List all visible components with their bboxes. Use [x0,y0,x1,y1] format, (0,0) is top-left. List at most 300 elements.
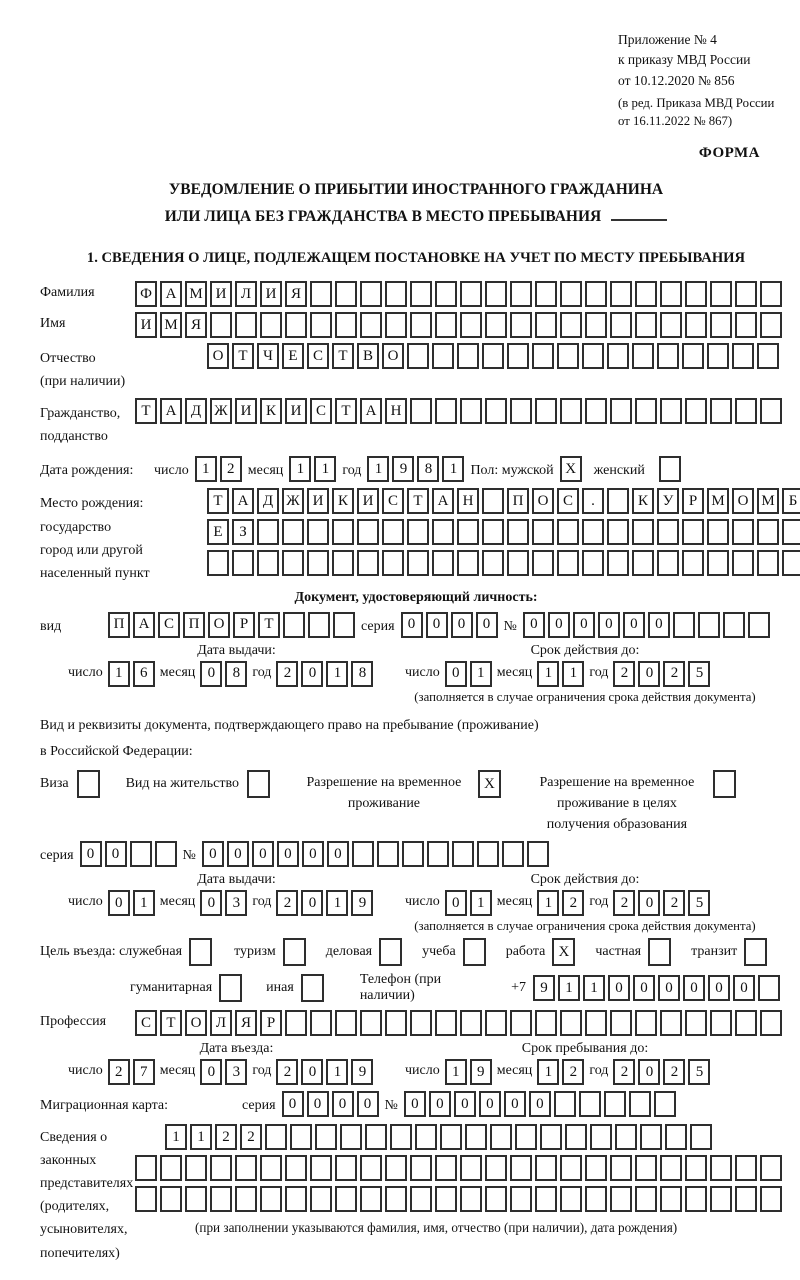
birth-year-cell[interactable]: 9 [392,456,414,482]
birth-place-cell[interactable] [582,550,604,576]
citizenship-cell[interactable] [735,398,757,424]
purpose-private-cell[interactable] [648,938,671,966]
phone-digit-cell[interactable]: 0 [683,975,705,1001]
citizenship-cell[interactable]: А [360,398,382,424]
purpose-study-checkbox[interactable] [463,938,486,966]
purpose-humanitarian-checkbox[interactable] [219,974,242,1002]
birth-place-cell[interactable] [707,519,729,545]
birth-place-cell[interactable] [432,519,454,545]
guardians-cell[interactable] [160,1186,182,1212]
guardians-cell[interactable] [335,1155,357,1181]
doc-valid-month-cell[interactable]: 1 [537,661,559,687]
patronymic-cell[interactable] [557,343,579,369]
surname-cell[interactable] [610,281,632,307]
birth-place-cell[interactable] [282,519,304,545]
birth-day-cell[interactable]: 2 [220,456,242,482]
birth-place-cell[interactable] [432,550,454,576]
doc-number-cell[interactable]: 0 [623,612,645,638]
patronymic-cell[interactable]: Т [332,343,354,369]
citizenship-cell[interactable] [635,398,657,424]
phone-digit-cell[interactable]: 9 [533,975,555,1001]
phone-digit-cell[interactable]: 0 [708,975,730,1001]
birth-place-cell[interactable] [257,550,279,576]
doc-valid-day-cell[interactable]: 1 [470,661,492,687]
guardians-cell[interactable] [635,1155,657,1181]
surname-cell[interactable] [660,281,682,307]
permit-valid-year-cell[interactable]: 5 [688,890,710,916]
birth-place-cell[interactable]: Д [257,488,279,514]
doc-series-cell[interactable]: 0 [426,612,448,638]
guardians-cell[interactable] [290,1124,312,1150]
birth-place-cell[interactable] [607,550,629,576]
birth-place-cell[interactable] [757,550,779,576]
patronymic-cell[interactable]: Ч [257,343,279,369]
guardians-cell[interactable] [260,1155,282,1181]
entry-year-cell[interactable]: 9 [351,1059,373,1085]
guardians-cell[interactable] [465,1124,487,1150]
surname-cell[interactable] [535,281,557,307]
stay-year-cell[interactable]: 2 [663,1059,685,1085]
entry-month-cell[interactable]: 3 [225,1059,247,1085]
guardians-cell[interactable] [435,1186,457,1212]
phone-digit-cell[interactable]: 1 [558,975,580,1001]
surname-cell[interactable] [360,281,382,307]
guardians-cell[interactable] [285,1186,307,1212]
doc-valid-day-cell[interactable]: 0 [445,661,467,687]
permit-valid-month-cell[interactable]: 1 [537,890,559,916]
purpose-work-cell[interactable]: X [552,938,575,966]
birth-place-cell[interactable] [407,519,429,545]
phone-digit-cell[interactable]: 0 [733,975,755,1001]
birth-place-cell[interactable] [482,488,504,514]
doc-number-cell[interactable] [748,612,770,638]
doc-issue-year-cell[interactable]: 0 [301,661,323,687]
surname-cell[interactable] [485,281,507,307]
citizenship-cell[interactable] [410,398,432,424]
stay-day-cell[interactable]: 9 [470,1059,492,1085]
permit-number-cell[interactable] [502,841,524,867]
surname-cell[interactable] [760,281,782,307]
birth-place-cell[interactable] [257,519,279,545]
permit-valid-year-cell[interactable]: 2 [613,890,635,916]
profession-cell[interactable] [710,1010,732,1036]
citizenship-cell[interactable] [535,398,557,424]
entry-year-cell[interactable]: 1 [326,1059,348,1085]
name-cell[interactable]: И [135,312,157,338]
guardians-cell[interactable] [260,1186,282,1212]
citizenship-cell[interactable] [760,398,782,424]
guardians-cell[interactable] [490,1124,512,1150]
patronymic-cell[interactable]: О [382,343,404,369]
profession-cell[interactable]: Л [210,1010,232,1036]
name-cell[interactable] [760,312,782,338]
entry-day-cell[interactable]: 2 [108,1059,130,1085]
purpose-transit-cell[interactable] [744,938,767,966]
surname-cell[interactable]: Я [285,281,307,307]
visa-checkbox[interactable] [77,770,100,798]
surname-cell[interactable]: М [185,281,207,307]
doc-series-cell[interactable]: 0 [476,612,498,638]
patronymic-cell[interactable] [657,343,679,369]
birth-place-cell[interactable] [632,550,654,576]
profession-cell[interactable]: О [185,1010,207,1036]
birth-place-cell[interactable] [682,519,704,545]
guardians-cell[interactable] [440,1124,462,1150]
permit-issue-year-cell[interactable]: 2 [276,890,298,916]
birth-place-cell[interactable] [557,519,579,545]
birth-place-cell[interactable] [707,550,729,576]
guardians-cell[interactable] [610,1186,632,1212]
name-cell[interactable] [260,312,282,338]
name-cell[interactable] [610,312,632,338]
permit-issue-year-cell[interactable]: 1 [326,890,348,916]
guardians-cell[interactable] [385,1186,407,1212]
purpose-business-checkbox[interactable] [379,938,402,966]
purpose-official-checkbox[interactable] [189,938,212,966]
doc-kind-cell[interactable]: О [208,612,230,638]
surname-cell[interactable] [735,281,757,307]
patronymic-cell[interactable]: Е [282,343,304,369]
patronymic-cell[interactable]: Т [232,343,254,369]
guardians-cell[interactable]: 1 [165,1124,187,1150]
guardians-cell[interactable] [710,1186,732,1212]
entry-year-cell[interactable]: 2 [276,1059,298,1085]
birth-place-cell[interactable]: А [432,488,454,514]
birth-place-cell[interactable] [782,519,800,545]
birth-place-cell[interactable]: С [557,488,579,514]
citizenship-cell[interactable]: А [160,398,182,424]
stay-year-cell[interactable]: 2 [613,1059,635,1085]
doc-issue-year-cell[interactable]: 8 [351,661,373,687]
guardians-cell[interactable] [310,1186,332,1212]
guardians-cell[interactable] [285,1155,307,1181]
birth-place-cell[interactable] [682,550,704,576]
patronymic-cell[interactable] [482,343,504,369]
citizenship-cell[interactable]: Т [335,398,357,424]
guardians-cell[interactable] [410,1186,432,1212]
doc-number-cell[interactable] [698,612,720,638]
surname-cell[interactable] [710,281,732,307]
doc-kind-cell[interactable]: Т [258,612,280,638]
birth-place-cell[interactable]: И [357,488,379,514]
name-cell[interactable] [510,312,532,338]
guardians-cell[interactable] [135,1155,157,1181]
profession-cell[interactable] [285,1010,307,1036]
birth-place-cell[interactable]: Р [682,488,704,514]
guardians-cell[interactable] [540,1124,562,1150]
surname-cell[interactable] [435,281,457,307]
birth-place-cell[interactable]: С [382,488,404,514]
guardians-cell[interactable] [265,1124,287,1150]
edu-permit-cell[interactable] [713,770,736,798]
guardians-cell[interactable]: 1 [190,1124,212,1150]
patronymic-cell[interactable] [707,343,729,369]
guardians-cell[interactable] [535,1155,557,1181]
guardians-cell[interactable] [585,1186,607,1212]
guardians-cell[interactable] [360,1155,382,1181]
patronymic-cell[interactable] [732,343,754,369]
sex-female-cell[interactable] [659,456,681,482]
citizenship-cell[interactable] [510,398,532,424]
profession-cell[interactable]: Р [260,1010,282,1036]
permit-number-cell[interactable]: 0 [252,841,274,867]
birth-place-cell[interactable] [207,550,229,576]
name-cell[interactable]: Я [185,312,207,338]
doc-kind-cell[interactable]: С [158,612,180,638]
birth-place-cell[interactable] [407,550,429,576]
purpose-official-cell[interactable] [189,938,212,966]
phone-digit-cell[interactable]: 0 [658,975,680,1001]
surname-cell[interactable]: Л [235,281,257,307]
doc-valid-year-cell[interactable]: 5 [688,661,710,687]
birth-place-cell[interactable] [482,550,504,576]
guardians-cell[interactable] [210,1155,232,1181]
profession-cell[interactable] [410,1010,432,1036]
mig-number-cell[interactable]: 0 [504,1091,526,1117]
doc-valid-year-cell[interactable]: 0 [638,661,660,687]
name-cell[interactable] [385,312,407,338]
guardians-cell[interactable] [615,1124,637,1150]
citizenship-cell[interactable] [710,398,732,424]
surname-cell[interactable]: А [160,281,182,307]
birth-place-cell[interactable] [307,519,329,545]
doc-series-cell[interactable]: 0 [451,612,473,638]
mig-number-cell[interactable] [629,1091,651,1117]
permit-valid-year-cell[interactable]: 0 [638,890,660,916]
permit-number-cell[interactable]: 0 [302,841,324,867]
patronymic-cell[interactable] [457,343,479,369]
doc-number-cell[interactable] [673,612,695,638]
patronymic-cell[interactable]: С [307,343,329,369]
doc-issue-year-cell[interactable]: 1 [326,661,348,687]
birth-place-cell[interactable] [532,519,554,545]
name-cell[interactable]: М [160,312,182,338]
doc-issue-month-cell[interactable]: 0 [200,661,222,687]
guardians-cell[interactable] [710,1155,732,1181]
citizenship-cell[interactable] [435,398,457,424]
surname-cell[interactable] [410,281,432,307]
profession-cell[interactable]: С [135,1010,157,1036]
citizenship-cell[interactable]: Ж [210,398,232,424]
guardians-cell[interactable] [610,1155,632,1181]
permit-series-cell[interactable]: 0 [105,841,127,867]
guardians-cell[interactable] [160,1155,182,1181]
surname-cell[interactable] [635,281,657,307]
permit-valid-year-cell[interactable]: 2 [663,890,685,916]
guardians-cell[interactable] [690,1124,712,1150]
birth-place-cell[interactable] [307,550,329,576]
birth-place-cell[interactable] [507,550,529,576]
guardians-cell[interactable] [185,1155,207,1181]
profession-cell[interactable] [610,1010,632,1036]
purpose-business-cell[interactable] [379,938,402,966]
patronymic-cell[interactable] [582,343,604,369]
birth-place-cell[interactable] [457,550,479,576]
guardians-cell[interactable] [685,1155,707,1181]
birth-day-cell[interactable]: 1 [195,456,217,482]
purpose-other-cell[interactable] [301,974,324,1002]
doc-valid-year-cell[interactable]: 2 [613,661,635,687]
patronymic-cell[interactable] [607,343,629,369]
birth-place-cell[interactable] [732,519,754,545]
permit-series-cell[interactable] [155,841,177,867]
profession-cell[interactable] [535,1010,557,1036]
purpose-private-checkbox[interactable] [648,938,671,966]
birth-place-cell[interactable]: О [732,488,754,514]
mig-series-cell[interactable]: 0 [282,1091,304,1117]
sex-male-checkbox[interactable] [560,456,582,482]
sex-female-checkbox[interactable] [659,456,681,482]
birth-place-cell[interactable] [607,488,629,514]
birth-place-cell[interactable] [532,550,554,576]
permit-number-cell[interactable] [402,841,424,867]
doc-issue-day-cell[interactable]: 1 [108,661,130,687]
patronymic-cell[interactable] [507,343,529,369]
permit-series-cell[interactable]: 0 [80,841,102,867]
doc-kind-cell[interactable]: П [183,612,205,638]
birth-year-cell[interactable]: 1 [442,456,464,482]
residence-permit-checkbox[interactable] [247,770,270,798]
profession-cell[interactable] [360,1010,382,1036]
guardians-cell[interactable] [135,1186,157,1212]
doc-number-cell[interactable]: 0 [523,612,545,638]
citizenship-cell[interactable]: Д [185,398,207,424]
mig-series-cell[interactable]: 0 [332,1091,354,1117]
patronymic-cell[interactable] [407,343,429,369]
guardians-cell[interactable] [760,1155,782,1181]
guardians-cell[interactable] [590,1124,612,1150]
permit-issue-day-cell[interactable]: 1 [133,890,155,916]
guardians-cell[interactable] [365,1124,387,1150]
birth-place-cell[interactable] [232,550,254,576]
guardians-cell[interactable] [660,1155,682,1181]
citizenship-cell[interactable]: И [235,398,257,424]
temp-permit-cell[interactable]: X [478,770,501,798]
purpose-other-checkbox[interactable] [301,974,324,1002]
birth-place-cell[interactable] [732,550,754,576]
mig-number-cell[interactable] [654,1091,676,1117]
entry-year-cell[interactable]: 0 [301,1059,323,1085]
doc-issue-day-cell[interactable]: 6 [133,661,155,687]
birth-place-cell[interactable]: П [507,488,529,514]
birth-place-cell[interactable] [582,519,604,545]
birth-place-cell[interactable] [357,550,379,576]
birth-place-cell[interactable] [557,550,579,576]
birth-place-cell[interactable]: Е [207,519,229,545]
birth-place-cell[interactable]: К [332,488,354,514]
phone-digit-cell[interactable]: 1 [583,975,605,1001]
doc-number-cell[interactable]: 0 [548,612,570,638]
birth-place-cell[interactable] [632,519,654,545]
guardians-cell[interactable]: 2 [215,1124,237,1150]
birth-place-cell[interactable]: Т [207,488,229,514]
permit-number-cell[interactable]: 0 [202,841,224,867]
guardians-cell[interactable] [760,1186,782,1212]
stay-year-cell[interactable]: 5 [688,1059,710,1085]
entry-month-cell[interactable]: 0 [200,1059,222,1085]
patronymic-cell[interactable] [532,343,554,369]
name-cell[interactable] [735,312,757,338]
permit-issue-year-cell[interactable]: 0 [301,890,323,916]
name-cell[interactable] [685,312,707,338]
birth-place-cell[interactable]: К [632,488,654,514]
guardians-cell[interactable]: 2 [240,1124,262,1150]
name-cell[interactable] [335,312,357,338]
doc-valid-year-cell[interactable]: 2 [663,661,685,687]
birth-place-cell[interactable] [382,519,404,545]
citizenship-cell[interactable]: И [285,398,307,424]
permit-issue-day-cell[interactable]: 0 [108,890,130,916]
permit-number-cell[interactable]: 0 [327,841,349,867]
guardians-cell[interactable] [510,1155,532,1181]
profession-cell[interactable]: Я [235,1010,257,1036]
patronymic-cell[interactable] [757,343,779,369]
permit-series-cell[interactable] [130,841,152,867]
birth-year-cell[interactable]: 1 [367,456,389,482]
profession-cell[interactable] [435,1010,457,1036]
citizenship-cell[interactable]: Н [385,398,407,424]
residence-permit-cell[interactable] [247,770,270,798]
birth-month-cell[interactable]: 1 [314,456,336,482]
profession-cell[interactable] [310,1010,332,1036]
profession-cell[interactable] [335,1010,357,1036]
guardians-cell[interactable] [565,1124,587,1150]
birth-month-cell[interactable]: 1 [289,456,311,482]
permit-issue-month-cell[interactable]: 0 [200,890,222,916]
permit-issue-month-cell[interactable]: 3 [225,890,247,916]
guardians-cell[interactable] [335,1186,357,1212]
guardians-cell[interactable] [685,1186,707,1212]
patronymic-cell[interactable] [682,343,704,369]
guardians-cell[interactable] [360,1186,382,1212]
guardians-cell[interactable] [185,1186,207,1212]
citizenship-cell[interactable]: С [310,398,332,424]
doc-number-cell[interactable]: 0 [573,612,595,638]
birth-place-cell[interactable]: . [582,488,604,514]
permit-issue-year-cell[interactable]: 9 [351,890,373,916]
guardians-cell[interactable] [235,1186,257,1212]
mig-number-cell[interactable] [554,1091,576,1117]
profession-cell[interactable] [560,1010,582,1036]
surname-cell[interactable]: И [210,281,232,307]
doc-issue-year-cell[interactable]: 2 [276,661,298,687]
birth-place-cell[interactable] [782,550,800,576]
guardians-cell[interactable] [560,1186,582,1212]
guardians-cell[interactable] [585,1155,607,1181]
birth-place-cell[interactable] [657,550,679,576]
temp-permit-checkbox[interactable] [478,770,501,798]
permit-number-cell[interactable] [452,841,474,867]
permit-number-cell[interactable] [427,841,449,867]
birth-place-cell[interactable]: И [307,488,329,514]
permit-valid-day-cell[interactable]: 1 [470,890,492,916]
birth-place-cell[interactable] [482,519,504,545]
guardians-cell[interactable] [510,1186,532,1212]
stay-day-cell[interactable]: 1 [445,1059,467,1085]
guardians-cell[interactable] [535,1186,557,1212]
phone-digit-cell[interactable]: 0 [608,975,630,1001]
mig-number-cell[interactable]: 0 [479,1091,501,1117]
patronymic-cell[interactable] [632,343,654,369]
birth-place-cell[interactable] [357,519,379,545]
doc-number-cell[interactable]: 0 [648,612,670,638]
purpose-transit-checkbox[interactable] [744,938,767,966]
citizenship-cell[interactable] [585,398,607,424]
name-cell[interactable] [360,312,382,338]
profession-cell[interactable] [510,1010,532,1036]
birth-place-cell[interactable] [507,519,529,545]
permit-valid-month-cell[interactable]: 2 [562,890,584,916]
